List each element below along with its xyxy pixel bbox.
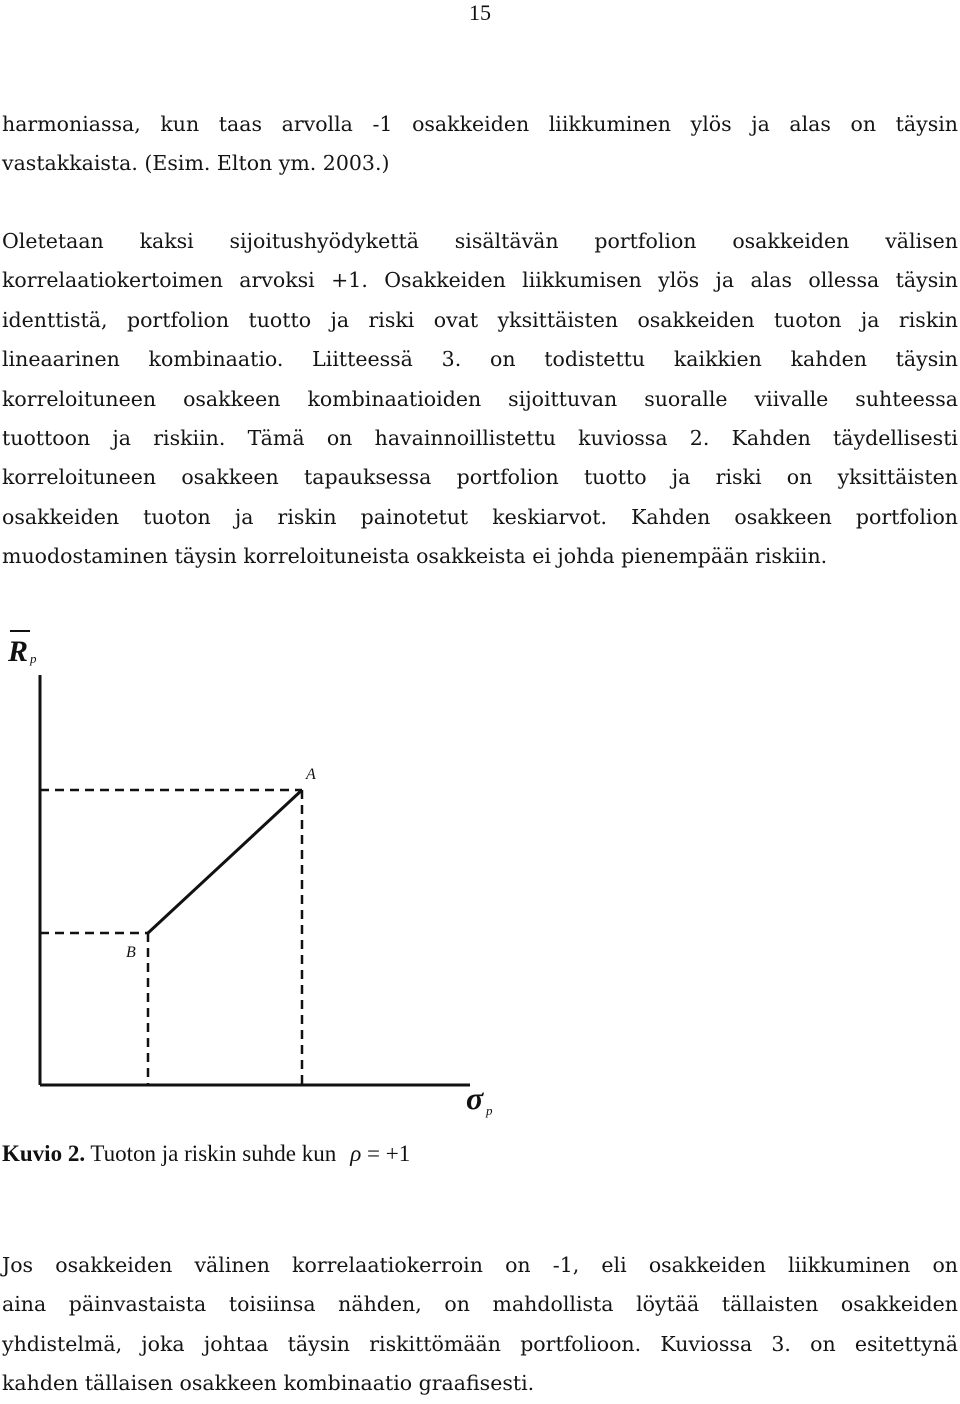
text-line: muodostaminen täysin korreloituneista osakkeista ei johda pienempään riskiin. (2, 544, 828, 569)
y-axis-subscript: p (30, 651, 37, 666)
portfolio-line (148, 790, 302, 933)
figure-caption (2, 1134, 410, 1174)
x-axis-subscript: p (486, 1103, 493, 1118)
rho-symbol: ρ (350, 1141, 362, 1166)
caption-formula (350, 1141, 410, 1166)
text-line: Oletetaan kaksi sijoitushyödykettä sisältävän portfolion osakkeiden välisen (2, 229, 958, 253)
y-axis-label: R (8, 635, 29, 668)
figure-diagram (0, 615, 520, 1125)
text-line: vastakkaista. (Esim. Elton ym. 2003.) (2, 151, 390, 176)
text-line: Jos osakkeiden välinen korrelaatiokerroin on -1, eli osakkeiden liikkuminen on (2, 1253, 958, 1277)
paragraph-correlation-minus-one (2, 1246, 958, 1404)
text-line: tuottoon ja riskiin. Tämä on havainnoillistettu kuviossa 2. Kahden täydellisesti (2, 425, 958, 450)
text-line: kahden tällaisen osakkeen kombinaatio graafisesti. (2, 1371, 535, 1396)
text-line: yhdistelmä, joka johtaa täysin riskittömään portfolioon. Kuviossa 3. on esitettynä (2, 1331, 958, 1356)
text-line: korreloituneen osakkeen kombinaatioiden sijoittuvan suoralle viivalle suhteessa (2, 386, 958, 411)
text-line: lineaarinen kombinaatio. Liitteessä 3. on todistettu kaikkien kahden täysin (2, 347, 958, 372)
text-line: identtistä, portfolion tuotto ja riski ovat yksittäisten osakkeiden tuoton ja riskin (2, 307, 958, 332)
x-axis-label: σ (466, 1080, 484, 1116)
text-line: harmoniassa, kun taas arvolla -1 osakkeiden liikkuminen ylös ja alas on täysin (2, 112, 958, 136)
paragraph-correlation-plus-one (2, 222, 958, 577)
text-line: korreloituneen osakkeen tapauksessa portfolion tuotto ja riski on yksittäisten (2, 465, 958, 490)
text-line: korrelaatiokertoimen arvoksi +1. Osakkeiden liikkumisen ylös ja alas ollessa täysin (2, 268, 958, 293)
paragraph-intro (2, 105, 958, 184)
caption-label: Kuvio 2. (2, 1141, 86, 1166)
text-line: osakkeiden tuoton ja riskin painotetut keskiarvot. Kahden osakkeen portfolion (2, 504, 958, 529)
text-line: aina päinvastaista toisiinsa nähden, on mahdollista löytää tällaisten osakkeiden (2, 1292, 958, 1317)
point-b-label: B (126, 944, 136, 961)
point-a-label: A (306, 766, 316, 783)
rho-value: = +1 (361, 1141, 411, 1166)
caption-text: Tuoton ja riskin suhde kun (85, 1141, 337, 1166)
page-number: 15 (469, 0, 491, 25)
figure-risk-return (0, 615, 520, 1125)
